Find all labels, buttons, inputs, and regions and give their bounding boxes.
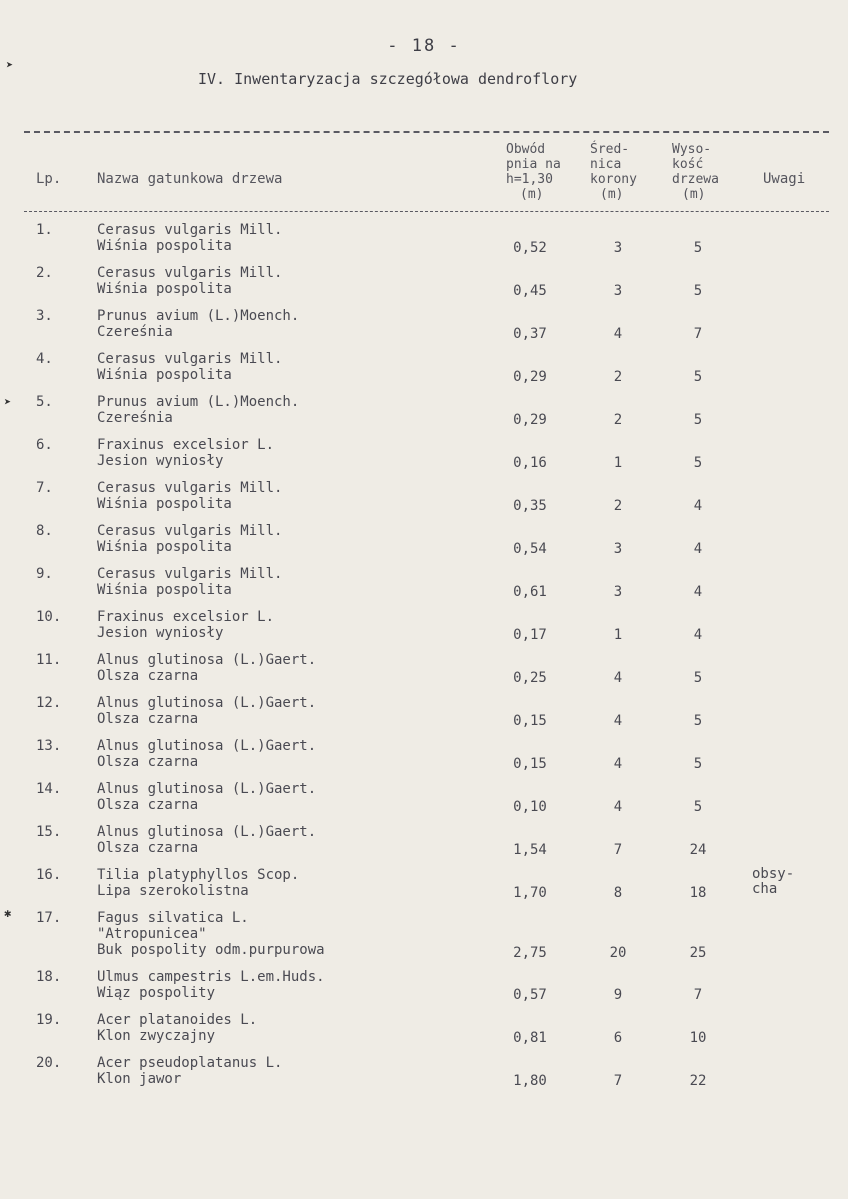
latin-name: Ulmus campestris L.em.Huds. <box>97 969 325 985</box>
latin-name: Cerasus vulgaris Mill. <box>97 523 283 539</box>
polish-name: Czereśnia <box>97 410 173 426</box>
row-number: 17. <box>36 910 62 926</box>
tree-height: 10 <box>689 1030 707 1046</box>
crown-diameter: 3 <box>613 283 623 299</box>
tree-height: 5 <box>693 369 703 385</box>
polish-name: Czereśnia <box>97 324 173 340</box>
polish-name: Olsza czarna <box>97 668 199 684</box>
polish-name: Jesion wyniosły <box>97 625 224 641</box>
cultivar-name: "Atropunicea" <box>97 926 207 942</box>
row-number: 1. <box>36 222 53 238</box>
tree-height: 5 <box>693 713 703 729</box>
trunk-circumference: 0,15 <box>513 713 547 729</box>
crown-diameter: 4 <box>613 670 623 686</box>
tree-height: 7 <box>693 987 703 1003</box>
crown-diameter: 7 <box>613 1073 623 1089</box>
species-name <box>97 1055 497 1087</box>
row-number: 7. <box>36 480 53 496</box>
species-name <box>97 867 497 899</box>
tree-height: 5 <box>693 412 703 428</box>
latin-name: Alnus glutinosa (L.)Gaert. <box>97 738 317 754</box>
trunk-circumference: 0,45 <box>513 283 547 299</box>
row-number: 5. <box>36 394 53 410</box>
latin-name: Alnus glutinosa (L.)Gaert. <box>97 824 317 840</box>
tree-height: 4 <box>693 498 703 514</box>
trunk-circumference: 1,70 <box>513 885 547 901</box>
row-number: 8. <box>36 523 53 539</box>
crown-diameter: 4 <box>613 326 623 342</box>
row-number: 2. <box>36 265 53 281</box>
tree-height: 5 <box>693 240 703 256</box>
crown-diameter: 4 <box>613 713 623 729</box>
row-number: 11. <box>36 652 62 668</box>
latin-name: Cerasus vulgaris Mill. <box>97 566 283 582</box>
polish-name: Olsza czarna <box>97 711 199 727</box>
trunk-circumference: 2,75 <box>513 945 547 961</box>
trunk-circumference: 0,17 <box>513 627 547 643</box>
latin-name: Fraxinus excelsior L. <box>97 437 275 453</box>
margin-mark: ➤ <box>6 58 14 72</box>
trunk-circumference: 0,52 <box>513 240 547 256</box>
species-name <box>97 308 497 340</box>
species-name <box>97 609 497 641</box>
crown-diameter: 4 <box>613 799 623 815</box>
margin-mark: ➤ <box>4 395 12 409</box>
row-number: 19. <box>36 1012 62 1028</box>
tree-height: 4 <box>693 584 703 600</box>
crown-diameter: 3 <box>613 541 623 557</box>
latin-name: Fraxinus excelsior L. <box>97 609 275 625</box>
trunk-circumference: 0,35 <box>513 498 547 514</box>
header-lp: Lp. <box>36 171 62 187</box>
species-name <box>97 781 497 813</box>
species-name <box>97 969 497 1001</box>
tree-height: 7 <box>693 326 703 342</box>
row-number: 13. <box>36 738 62 754</box>
trunk-circumference: 1,80 <box>513 1073 547 1089</box>
header-wysokosc: Wyso- kość drzewa (m) <box>672 142 719 202</box>
crown-diameter: 2 <box>613 412 623 428</box>
species-name <box>97 437 497 469</box>
crown-diameter: 9 <box>613 987 623 1003</box>
polish-name: Klon zwyczajny <box>97 1028 216 1044</box>
latin-name: Prunus avium (L.)Moench. <box>97 394 300 410</box>
species-name <box>97 652 497 684</box>
crown-diameter: 20 <box>609 945 627 961</box>
table-top-rule <box>24 131 829 133</box>
tree-height: 5 <box>693 670 703 686</box>
species-name <box>97 824 497 856</box>
latin-name: Alnus glutinosa (L.)Gaert. <box>97 781 317 797</box>
crown-diameter: 1 <box>613 455 623 471</box>
row-number: 9. <box>36 566 53 582</box>
polish-name: Lipa szerokolistna <box>97 883 249 899</box>
trunk-circumference: 1,54 <box>513 842 547 858</box>
trunk-circumference: 0,15 <box>513 756 547 772</box>
trunk-circumference: 0,54 <box>513 541 547 557</box>
crown-diameter: 3 <box>613 240 623 256</box>
trunk-circumference: 0,25 <box>513 670 547 686</box>
species-name <box>97 738 497 770</box>
tree-height: 22 <box>689 1073 707 1089</box>
latin-name: Cerasus vulgaris Mill. <box>97 480 283 496</box>
latin-name: Tilia platyphyllos Scop. <box>97 867 300 883</box>
species-name <box>97 523 497 555</box>
header-uwagi: Uwagi <box>763 171 806 187</box>
latin-name: Alnus glutinosa (L.)Gaert. <box>97 695 317 711</box>
row-number: 15. <box>36 824 62 840</box>
polish-name: Wiśnia pospolita <box>97 496 232 512</box>
species-name <box>97 910 497 958</box>
row-number: 12. <box>36 695 62 711</box>
margin-mark: ✱ <box>4 906 12 920</box>
species-name <box>97 480 497 512</box>
header-srednica: Śred- nica korony (m) <box>590 142 637 202</box>
trunk-circumference: 0,57 <box>513 987 547 1003</box>
latin-name: Cerasus vulgaris Mill. <box>97 351 283 367</box>
latin-name: Alnus glutinosa (L.)Gaert. <box>97 652 317 668</box>
polish-name: Olsza czarna <box>97 797 199 813</box>
latin-name: Prunus avium (L.)Moench. <box>97 308 300 324</box>
polish-name: Wiśnia pospolita <box>97 582 232 598</box>
trunk-circumference: 0,37 <box>513 326 547 342</box>
tree-height: 24 <box>689 842 707 858</box>
trunk-circumference: 0,29 <box>513 369 547 385</box>
polish-name: Wiśnia pospolita <box>97 539 232 555</box>
row-number: 16. <box>36 867 62 883</box>
crown-diameter: 2 <box>613 369 623 385</box>
crown-diameter: 2 <box>613 498 623 514</box>
polish-name: Klon jawor <box>97 1071 182 1087</box>
crown-diameter: 3 <box>613 584 623 600</box>
crown-diameter: 6 <box>613 1030 623 1046</box>
trunk-circumference: 0,29 <box>513 412 547 428</box>
header-obwod: Obwód pnia na h=1,30 (m) <box>506 142 561 202</box>
tree-height: 25 <box>689 945 707 961</box>
latin-name: Cerasus vulgaris Mill. <box>97 265 283 281</box>
header-name: Nazwa gatunkowa drzewa <box>97 171 283 187</box>
polish-name: Olsza czarna <box>97 754 199 770</box>
page-number: - 18 - <box>387 36 461 56</box>
species-name <box>97 695 497 727</box>
latin-name: Acer platanoides L. <box>97 1012 258 1028</box>
latin-name: Cerasus vulgaris Mill. <box>97 222 283 238</box>
polish-name: Jesion wyniosły <box>97 453 224 469</box>
polish-name: Wiąz pospolity <box>97 985 216 1001</box>
table-header-rule <box>24 211 829 212</box>
polish-name: Wiśnia pospolita <box>97 238 232 254</box>
trunk-circumference: 0,10 <box>513 799 547 815</box>
species-name <box>97 566 497 598</box>
crown-diameter: 1 <box>613 627 623 643</box>
remarks: obsy- cha <box>752 866 795 897</box>
species-name <box>97 351 497 383</box>
polish-name: Wiśnia pospolita <box>97 281 232 297</box>
row-number: 14. <box>36 781 62 797</box>
tree-height: 5 <box>693 799 703 815</box>
trunk-circumference: 0,16 <box>513 455 547 471</box>
species-name <box>97 1012 497 1044</box>
species-name <box>97 394 497 426</box>
crown-diameter: 7 <box>613 842 623 858</box>
polish-name: Wiśnia pospolita <box>97 367 232 383</box>
polish-name: Olsza czarna <box>97 840 199 856</box>
trunk-circumference: 0,61 <box>513 584 547 600</box>
crown-diameter: 4 <box>613 756 623 772</box>
species-name <box>97 222 497 254</box>
row-number: 10. <box>36 609 62 625</box>
tree-height: 18 <box>689 885 707 901</box>
tree-height: 5 <box>693 455 703 471</box>
row-number: 18. <box>36 969 62 985</box>
latin-name: Fagus silvatica L. <box>97 910 249 926</box>
tree-height: 5 <box>693 756 703 772</box>
row-number: 3. <box>36 308 53 324</box>
row-number: 6. <box>36 437 53 453</box>
crown-diameter: 8 <box>613 885 623 901</box>
tree-height: 4 <box>693 627 703 643</box>
species-name <box>97 265 497 297</box>
row-number: 20. <box>36 1055 62 1071</box>
tree-height: 5 <box>693 283 703 299</box>
section-title: IV. Inwentaryzacja szczegółowa dendroflory <box>198 70 578 88</box>
latin-name: Acer pseudoplatanus L. <box>97 1055 283 1071</box>
row-number: 4. <box>36 351 53 367</box>
trunk-circumference: 0,81 <box>513 1030 547 1046</box>
tree-height: 4 <box>693 541 703 557</box>
polish-name: Buk pospolity odm.purpurowa <box>97 942 325 958</box>
